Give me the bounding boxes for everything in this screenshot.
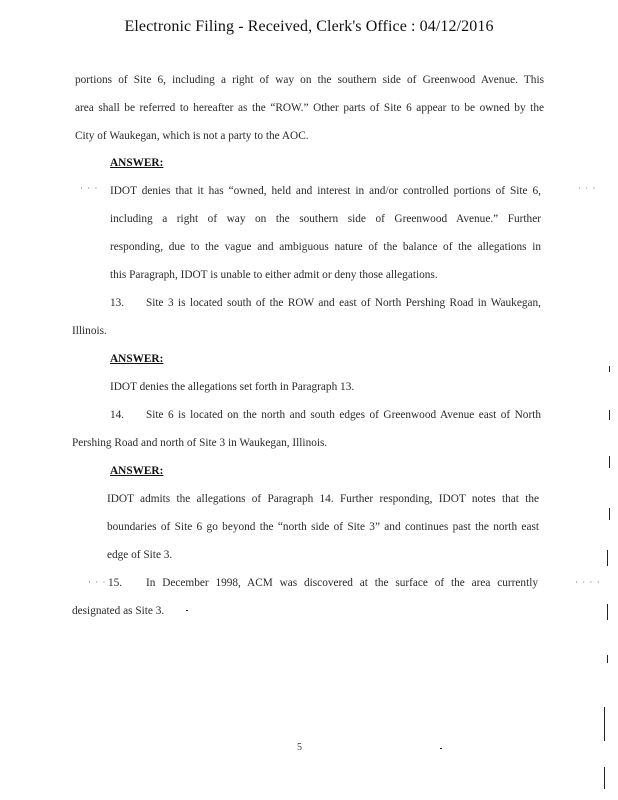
answer-heading: ANSWER: — [110, 157, 164, 169]
scan-artifact — [609, 366, 610, 372]
scan-artifact — [607, 604, 608, 620]
answer-heading: ANSWER: — [110, 465, 164, 477]
paragraph-number: 15. — [108, 577, 123, 589]
paragraph-line: In December 1998, ACM was discovered at the surface of the area currently — [146, 577, 538, 589]
paragraph-line: Pershing Road and north of Site 3 in Waukegan, Illinois. — [72, 437, 328, 449]
scan-artifact: · · · — [578, 183, 597, 193]
scan-artifact: · · · · — [575, 577, 601, 587]
answer-line: edge of Site 3. — [107, 549, 173, 561]
answer-line: responding, due to the vague and ambiguous nature of the balance of the allegations in — [110, 241, 541, 253]
scan-artifact — [609, 508, 610, 520]
answer-line: including a right of way on the southern side of Greenwood Avenue.” Further — [110, 213, 541, 225]
paragraph-number: 14. — [110, 409, 125, 421]
scan-artifact: · · · — [80, 183, 99, 193]
scan-artifact — [609, 410, 610, 420]
scan-artifact — [607, 655, 608, 663]
answer-line: IDOT denies that it has “owned, held and interest in and/or controlled portions of Site 6, — [110, 185, 541, 197]
scan-artifact — [186, 610, 188, 611]
scan-artifact: · · · — [88, 577, 107, 587]
scan-artifact — [609, 456, 610, 468]
paragraph-line: Illinois. — [72, 325, 107, 337]
scan-artifact — [604, 707, 605, 741]
paragraph-line: Site 3 is located south of the ROW and east of North Pershing Road in Waukegan, — [146, 297, 541, 309]
paragraph-line: area shall be referred to hereafter as the “ROW.” Other parts of Site 6 appear to be owned by the — [75, 102, 544, 114]
answer-line: IDOT denies the allegations set forth in Paragraph 13. — [110, 381, 355, 393]
paragraph-line: Site 6 is located on the north and south edges of Greenwood Avenue east of North — [146, 409, 541, 421]
paragraph-line: designated as Site 3. — [72, 605, 165, 617]
answer-heading: ANSWER: — [110, 353, 164, 365]
filing-stamp-header: Electronic Filing - Received, Clerk's Office : 04/12/2016 — [124, 18, 494, 35]
scan-artifact — [607, 550, 608, 566]
page-number: 5 — [297, 742, 302, 753]
answer-line: IDOT admits the allegations of Paragraph 14. Further responding, IDOT notes that the — [107, 493, 539, 505]
answer-line: boundaries of Site 6 go beyond the “north side of Site 3” and continues past the north east — [107, 521, 539, 533]
paragraph-number: 13. — [110, 297, 125, 309]
scan-artifact — [440, 748, 442, 749]
paragraph-line: City of Waukegan, which is not a party to the AOC. — [75, 130, 309, 142]
answer-line: this Paragraph, IDOT is unable to either admit or deny those allegations. — [110, 269, 438, 281]
paragraph-line: portions of Site 6, including a right of way on the southern side of Greenwood Avenue. This — [75, 74, 544, 86]
scan-artifact — [604, 767, 605, 789]
